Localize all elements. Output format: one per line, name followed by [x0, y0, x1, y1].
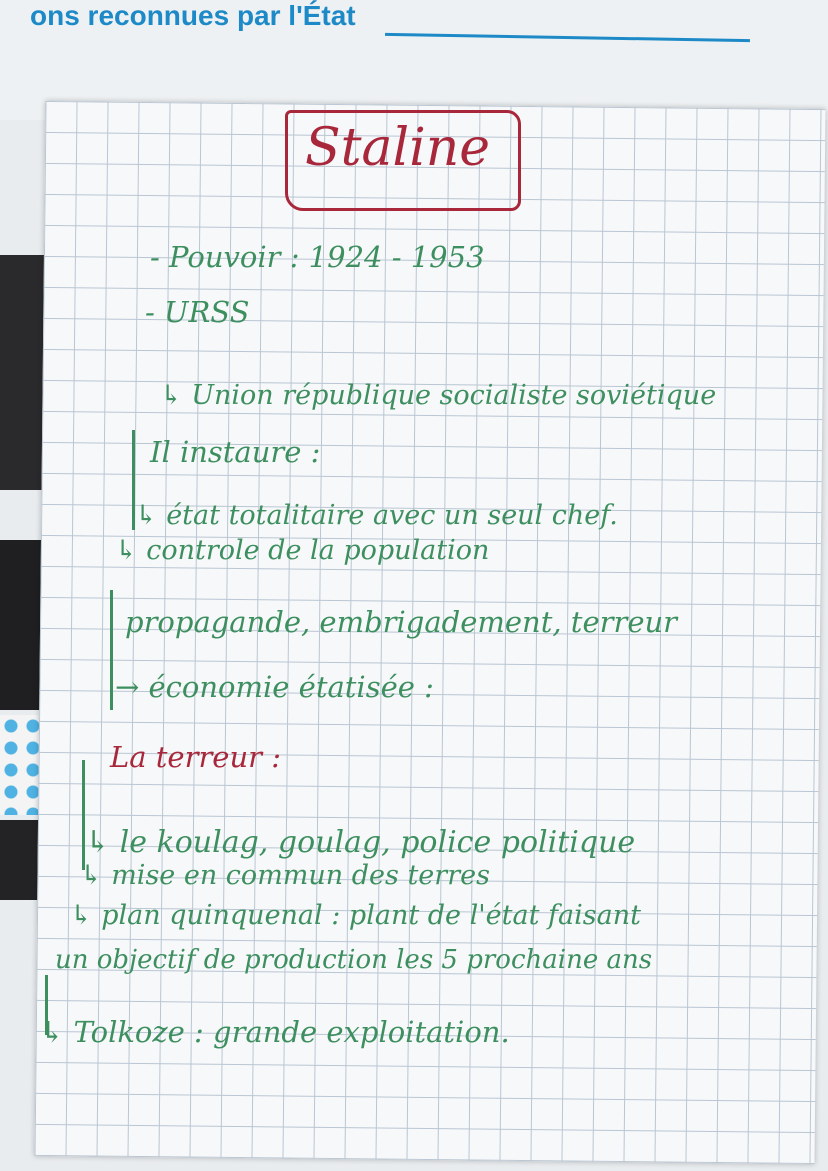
note-line: ↳ mise en commun des terres [80, 860, 490, 891]
note-line: ↳ Tolkoze : grande exploitation. [40, 1015, 510, 1049]
note-line: - Pouvoir : 1924 - 1953 [150, 240, 485, 274]
note-title: Staline [305, 118, 491, 178]
note-line: ↳ le koulag, goulag, police politique [85, 825, 636, 860]
note-line: - URSS [145, 295, 250, 329]
note-line: ↳ état totalitaire avec un seul chef. [135, 500, 618, 531]
note-line: → économie étatisée : [115, 670, 434, 704]
printed-heading: ons reconnues par l'État [30, 0, 356, 31]
note-line: La terreur : [110, 740, 281, 774]
note-line: ↳ controle de la population [115, 535, 490, 566]
bracket-line [110, 590, 113, 710]
note-line: ↳ plan quinquenal : plant de l'état faisant [70, 900, 641, 931]
note-line: propagande, embrigadement, terreur [125, 605, 678, 639]
note-line: ↳ Union république socialiste soviétique [160, 380, 717, 411]
note-line: un objectif de production les 5 prochaine ans [55, 945, 653, 975]
note-line: Il instaure : [150, 435, 321, 469]
